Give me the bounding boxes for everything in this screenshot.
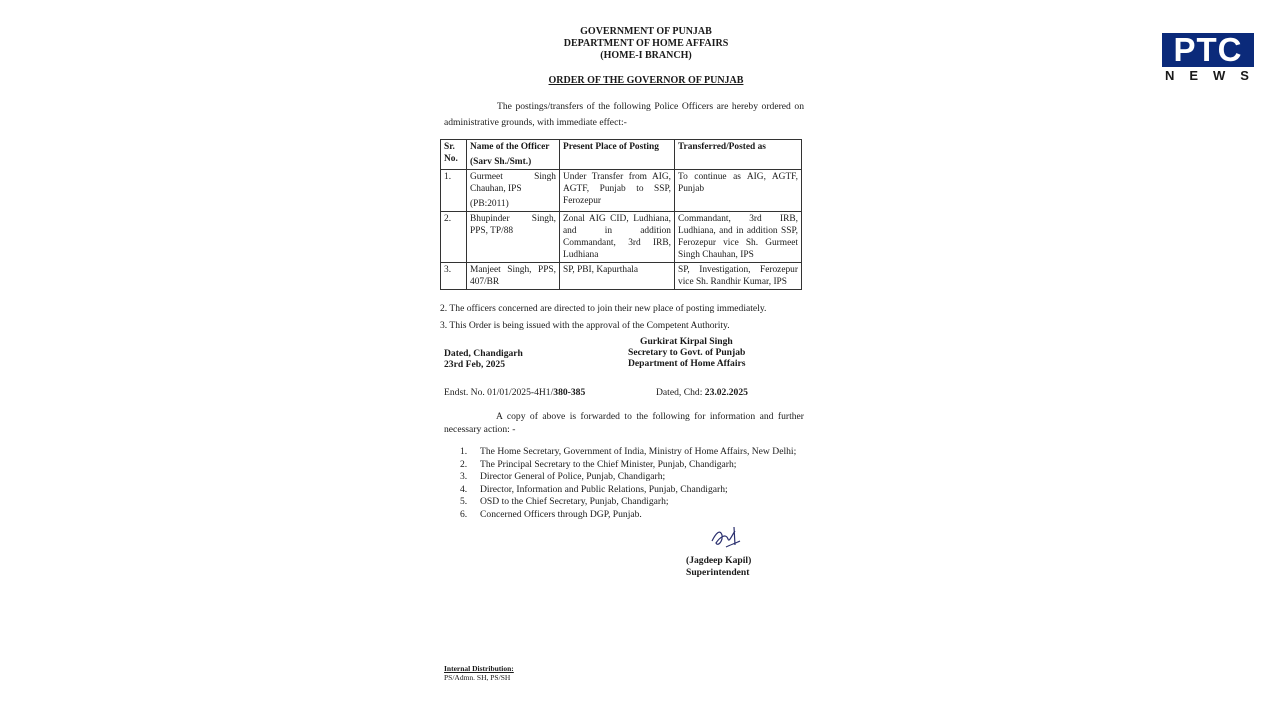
- table-row: 3. Manjeet Singh, PPS, 407/BR SP, PBI, Kapurthala SP, Investigation, Ferozepur vice Sh. Randhir Kumar, IPS: [441, 263, 802, 290]
- recipient-list: [454, 446, 812, 521]
- signatory-dept: Department of Home Affairs: [628, 358, 746, 369]
- header-line-3: (HOME-I BRANCH): [600, 50, 692, 61]
- list-item: 5. OSD to the Chief Secretary, Punjab, Chandigarh;: [460, 496, 669, 507]
- paragraph-2: 2. The officers concerned are directed to join their new place of posting immediately.: [440, 303, 767, 314]
- table-row: 2. Bhupinder Singh, PPS, TP/88 Zonal AIG CID, Ludhiana, and in addition Commandant, 3rd IRB, Ludhiana Commandant, 3rd IRB, Ludhiana, and in addition SSP, Ferozepur vice Sh. Gurmeet Singh Chauhan, IPS: [441, 212, 802, 263]
- paragraph-3: 3. This Order is being issued with the approval of the Competent Authority.: [440, 320, 730, 331]
- signatory-name: Gurkirat Kirpal Singh: [640, 336, 733, 347]
- intro-paragraph: The postings/transfers of the following Police Officers are hereby ordered on administrative grounds, with immediate effect:-: [444, 101, 804, 128]
- endorsement-line: Endst. No. 01/01/2025-4H1/380-385 Dated, Chd: 23.02.2025: [444, 387, 748, 398]
- superintendent-title: Superintendent: [686, 567, 750, 578]
- table-row: 1. Gurmeet Singh Chauhan, IPS (PB:2011) Under Transfer from AIG, AGTF, Punjab to SSP, Ferozepur To continue as AIG, AGTF, Punjab: [441, 170, 802, 212]
- header-sr: Sr. No.: [441, 140, 467, 170]
- logo-news: N E W S: [1165, 68, 1251, 83]
- internal-text: PS/Admn. SH, PS/SH: [444, 673, 511, 682]
- internal-distribution: [444, 664, 514, 682]
- signature-row: [436, 336, 812, 376]
- logo-ptc: PTC: [1162, 33, 1254, 67]
- header-line-1: GOVERNMENT OF PUNJAB: [580, 26, 712, 37]
- list-item: 6. Concerned Officers through DGP, Punjab.: [460, 508, 642, 520]
- order-document: [436, 26, 812, 690]
- table-header-row: [441, 140, 802, 170]
- list-item: 3. Director General of Police, Punjab, Chandigarh;: [460, 471, 666, 482]
- list-item: 4. Director, Information and Public Relations, Punjab, Chandigarh;: [460, 483, 728, 495]
- handwritten-signature: [708, 523, 742, 553]
- internal-label: Internal Distribution:: [444, 664, 514, 673]
- superintendent-block: [436, 521, 812, 581]
- header-name: Name of the Officer (Sarv Sh./Smt.): [467, 140, 560, 170]
- header-transferred: Transferred/Posted as: [675, 140, 802, 170]
- superintendent-name: (Jagdeep Kapil): [686, 555, 752, 566]
- list-item: 1. The Home Secretary, Government of India, Ministry of Home Affairs, New Delhi;: [460, 446, 797, 457]
- dated-date: 23rd Feb, 2025: [444, 359, 506, 370]
- signatory-block: [628, 336, 746, 369]
- list-item: 2. The Principal Secretary to the Chief Minister, Punjab, Chandigarh;: [460, 458, 737, 470]
- header-line-2: DEPARTMENT OF HOME AFFAIRS: [563, 38, 729, 49]
- document-header: [480, 26, 812, 62]
- ptc-news-logo: [1162, 33, 1254, 83]
- copy-forward-text: A copy of above is forwarded to the following for information and further necessary action: -: [444, 411, 804, 435]
- header-present: Present Place of Posting: [560, 140, 675, 170]
- transfers-table: [440, 139, 802, 290]
- order-title: ORDER OF THE GOVERNOR OF PUNJAB: [548, 75, 744, 86]
- dated-place: Dated, Chandigarh: [444, 348, 523, 359]
- dated-block: [444, 348, 523, 370]
- signatory-title: Secretary to Govt. of Punjab: [628, 347, 746, 358]
